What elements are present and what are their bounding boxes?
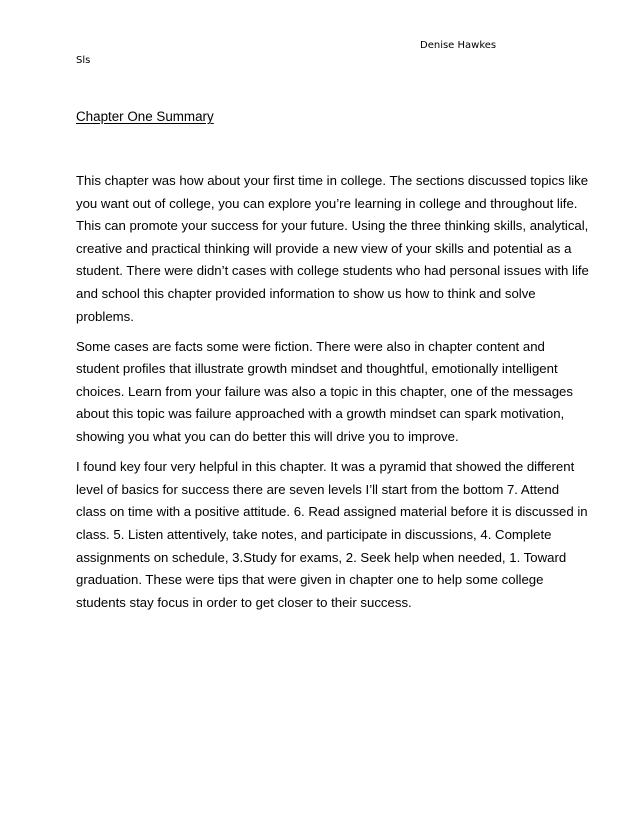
- text-line: This can promote your success for your future. Using the three thinking skills, analytical,: [76, 218, 589, 234]
- document-body: [76, 170, 589, 614]
- text-line: student. There were didn’t cases with college students who had personal issues with life: [76, 263, 589, 279]
- text-line: problems.: [76, 308, 134, 324]
- paragraph-2: [76, 336, 576, 449]
- text-line: student profiles that illustrate growth mindset and thoughtful, emotionally intelligent: [76, 361, 558, 377]
- author-name: Denise Hawkes: [420, 40, 497, 51]
- text-line: students stay focus in order to get closer to their success.: [76, 594, 412, 610]
- text-line: class on time with a positive attitude. 6. Read assigned material before it is discussed in: [76, 504, 588, 520]
- paragraph-1: [76, 170, 589, 328]
- text-line: graduation. These were tips that were given in chapter one to help some college: [76, 572, 544, 588]
- text-line: showing you what you can do better this will drive you to improve.: [76, 429, 459, 445]
- text-line: choices. Learn from your failure was also a topic in this chapter, one of the messages: [76, 383, 573, 399]
- text-line: level of basics for success there are seven levels I’ll start from the bottom 7. Attend: [76, 481, 560, 497]
- text-line: Some cases are facts some were fiction. There were also in chapter content and: [76, 338, 545, 354]
- text-line: This chapter was how about your first time in college. The sections discussed topics like: [76, 173, 589, 188]
- text-line: I found key four very helpful in this chapter. It was a pyramid that showed the different: [76, 459, 575, 475]
- text-line: about this topic was failure approached with a growth mindset can spark motivation,: [76, 406, 565, 422]
- text-line: creative and practical thinking will provide a new view of your skills and potential as a: [76, 240, 572, 256]
- paragraph-3: [76, 456, 588, 614]
- course-label: Sls: [76, 55, 91, 66]
- text-line: class. 5. Listen attentively, take notes, and participate in discussions, 4. Complete: [76, 526, 552, 542]
- text-line: you want out of college, you can explore you’re learning in college and throughout life.: [76, 195, 578, 211]
- document-title: Chapter One Summary: [76, 109, 214, 124]
- text-line: and school this chapter provided information to show us how to think and solve: [76, 285, 536, 301]
- text-line: assignments on schedule, 3.Study for exams, 2. Seek help when needed, 1. Toward: [76, 549, 567, 565]
